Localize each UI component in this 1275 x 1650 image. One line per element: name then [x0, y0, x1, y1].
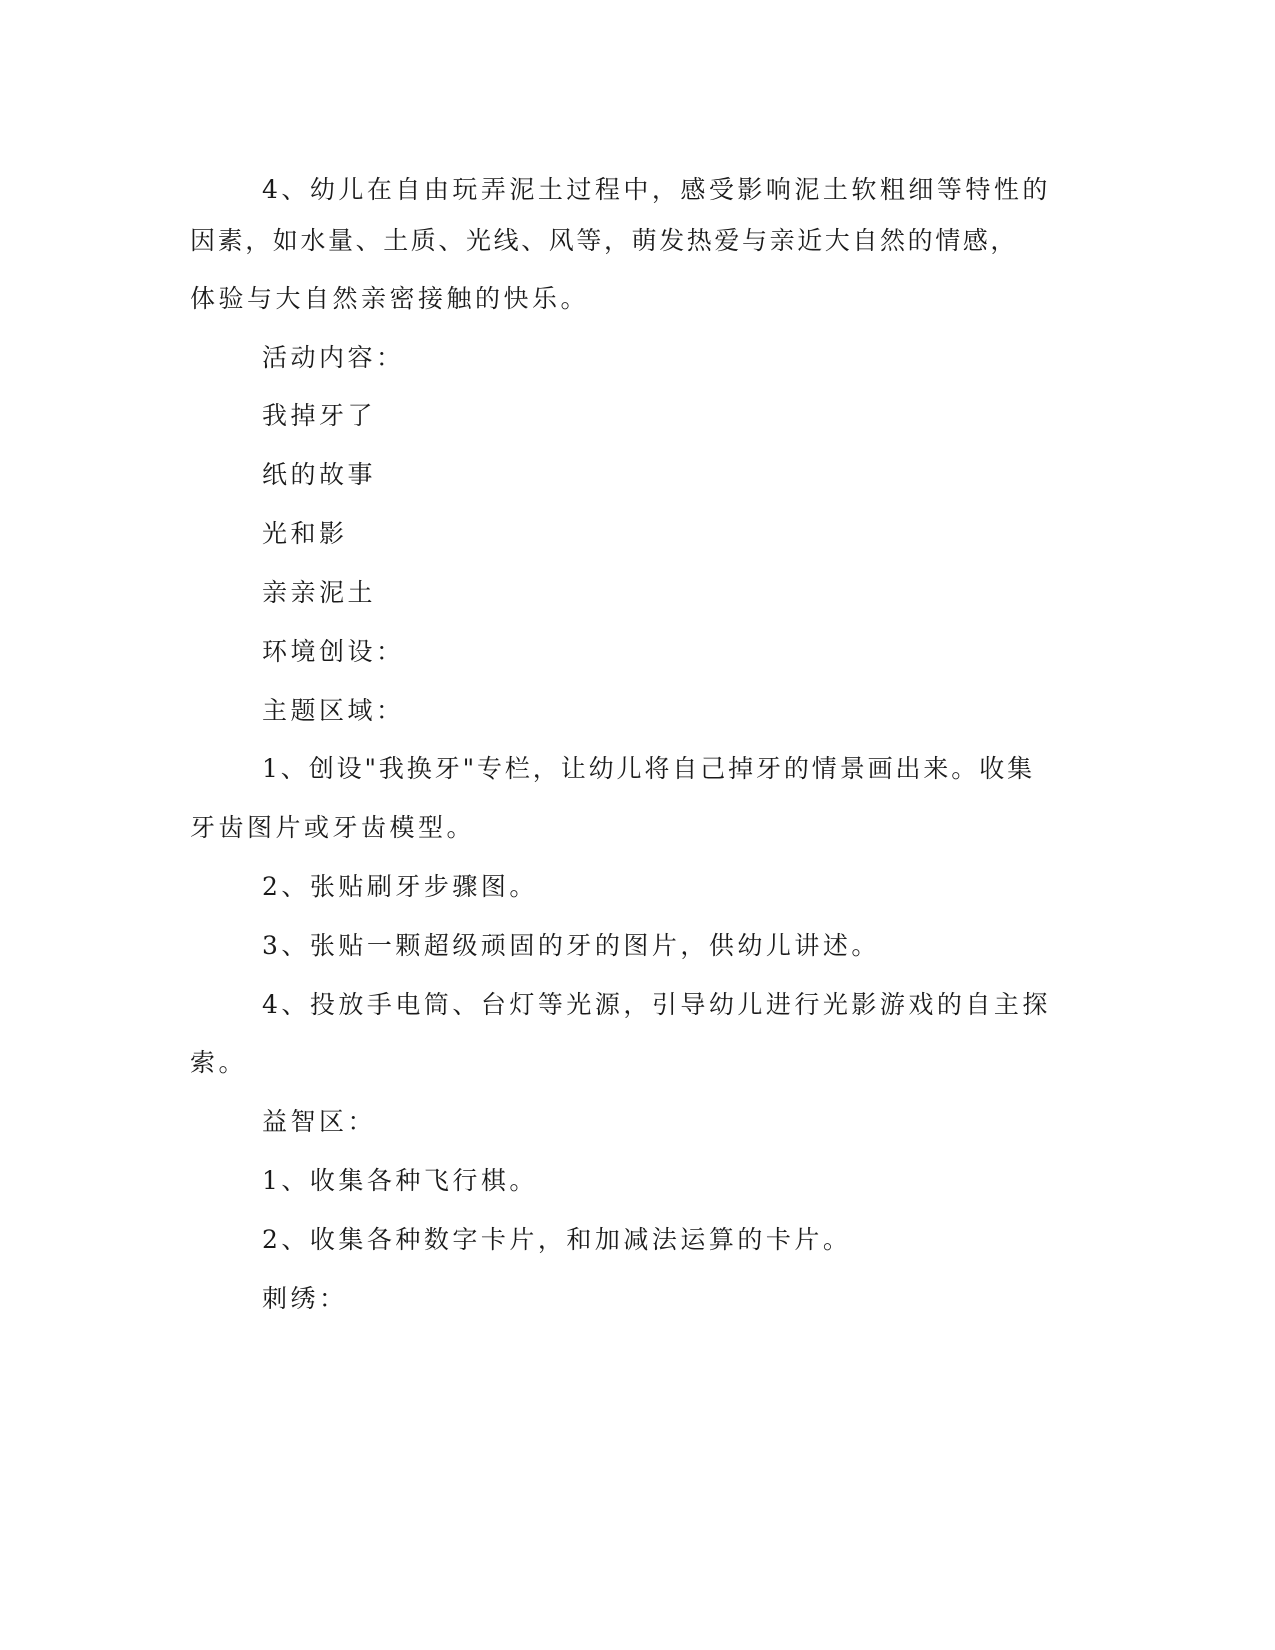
paragraph-line: 4、投放手电筒、台灯等光源，引导幼儿进行光影游戏的自主探 [262, 990, 1051, 1019]
paragraph-line: 4、幼儿在自由玩弄泥土过程中，感受影响泥土软粗细等特性的 [262, 175, 1051, 204]
paragraph-line: 3、张贴一颗超级顽固的牙的图片，供幼儿讲述。 [262, 931, 880, 960]
paragraph-line: 牙齿图片或牙齿模型。 [190, 813, 476, 842]
paragraph-line: 索。 [190, 1048, 248, 1077]
section-heading: 活动内容： [262, 343, 405, 372]
list-item: 我掉牙了 [262, 401, 377, 430]
paragraph-line: 2、收集各种数字卡片，和加减法运算的卡片。 [262, 1225, 852, 1254]
paragraph-line: 1、收集各种飞行棋。 [262, 1166, 538, 1195]
paragraph-line: 体验与大自然亲密接触的快乐。 [190, 284, 590, 313]
section-heading: 环境创设： [262, 637, 405, 666]
section-heading: 益智区： [262, 1107, 377, 1136]
paragraph-line: 因素，如水量、土质、光线、风等，萌发热爱与亲近大自然的情感， [190, 226, 1019, 255]
section-heading: 刺绣： [262, 1284, 348, 1313]
paragraph-line: 1、创设"我换牙"专栏，让幼儿将自己掉牙的情景画出来。收集 [262, 754, 1036, 783]
list-item: 纸的故事 [262, 460, 377, 489]
section-heading: 主题区域： [262, 696, 405, 725]
list-item: 亲亲泥土 [262, 578, 377, 607]
paragraph-line: 2、张贴刷牙步骤图。 [262, 872, 538, 901]
list-item: 光和影 [262, 519, 348, 548]
